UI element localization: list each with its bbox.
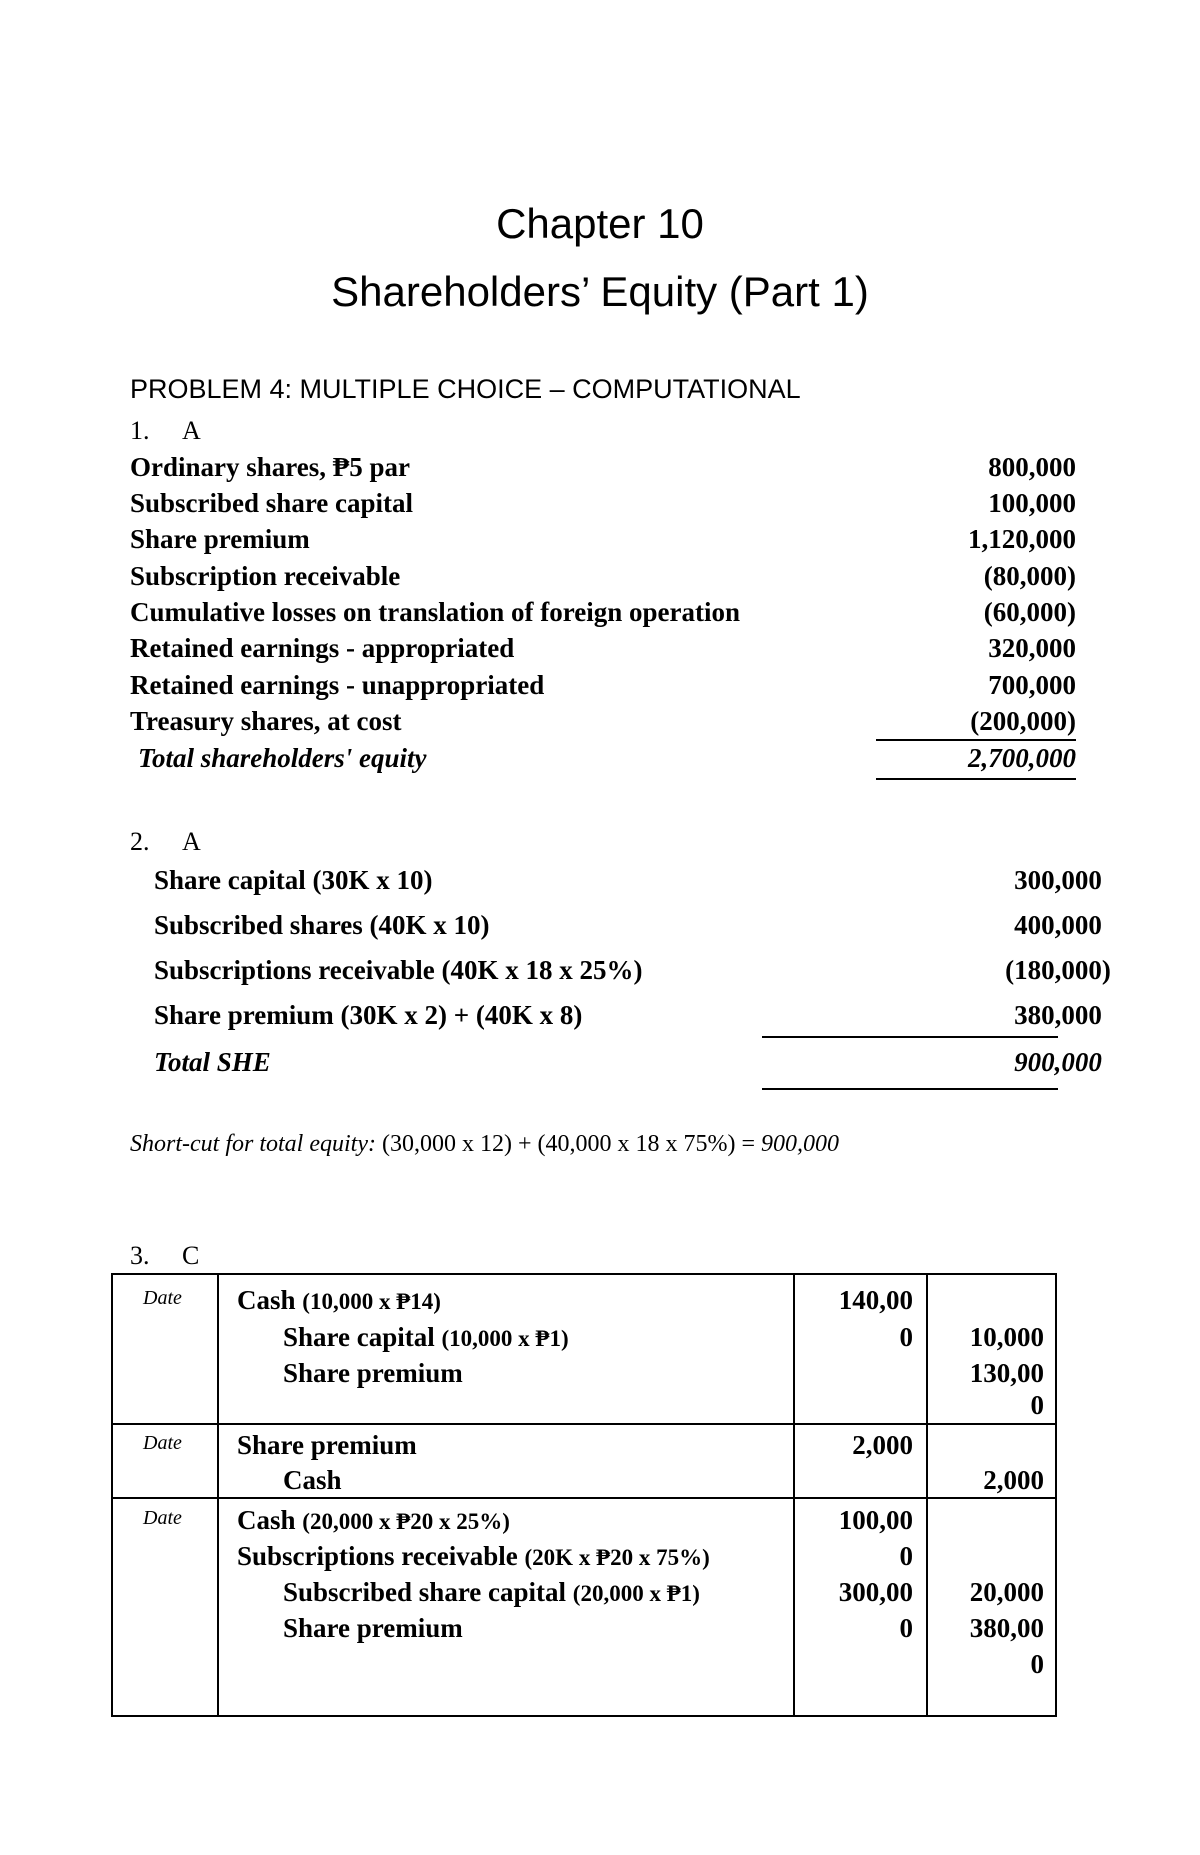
total-rule (876, 778, 1076, 780)
entry-account (283, 1322, 569, 1353)
account-detail: (10,000 x ₱1) (441, 1326, 569, 1351)
question-answer: C (182, 1241, 200, 1270)
account-name: Share premium (283, 1358, 463, 1388)
account-detail: (20K x ₱20 x 75%) (524, 1545, 710, 1570)
question-2-marker (130, 827, 201, 857)
q1-row-label: Ordinary shares, ₱5 par (130, 452, 411, 482)
question-number: 2. (130, 827, 150, 856)
credit-amount: 0 (1030, 1649, 1044, 1679)
subtotal-rule (762, 1036, 1058, 1038)
q1-row (130, 488, 1076, 524)
column-divider (217, 1275, 219, 1715)
q1-row-value: (60,000) (983, 597, 1076, 627)
q2-row-value: 300,000 (1014, 865, 1102, 895)
q1-row-label: Cumulative losses on translation of foreign operation (130, 597, 741, 627)
shortcut-note (130, 1131, 839, 1158)
q1-row-label: Share premium (130, 524, 310, 554)
q1-row (130, 706, 1076, 742)
q1-row-value: 320,000 (988, 633, 1076, 663)
question-answer: A (182, 416, 201, 445)
row-divider (113, 1423, 1055, 1425)
q1-row-label: Retained earnings - appropriated (130, 633, 515, 663)
credit-amount: 20,000 (969, 1577, 1044, 1607)
q1-row (130, 452, 1076, 488)
entry-account (283, 1577, 700, 1608)
debit-amount: 100,00 (838, 1505, 913, 1535)
credit-amount: 0 (1030, 1390, 1044, 1420)
q1-row (130, 597, 1076, 633)
debit-amount: 0 (899, 1541, 913, 1571)
debit-amount: 2,000 (852, 1430, 913, 1460)
q1-row (130, 670, 1076, 706)
chapter-subtitle: Shareholders’ Equity (Part 1) (331, 268, 869, 315)
q1-row-value: 800,000 (988, 452, 1076, 482)
entry-date: Date (143, 1287, 182, 1309)
debit-amount: 300,00 (838, 1577, 913, 1607)
problem-heading: PROBLEM 4: MULTIPLE CHOICE – COMPUTATIONAL (130, 374, 801, 404)
account-name: Share premium (237, 1430, 417, 1460)
q2-row (154, 865, 1102, 905)
q2-row (154, 910, 1102, 950)
q2-row-value: 400,000 (1014, 910, 1102, 940)
q1-row-label: Subscription receivable (130, 561, 401, 591)
q1-row-label: Subscribed share capital (130, 488, 414, 518)
journal-entries-table (111, 1273, 1057, 1717)
q2-row-label: Subscribed shares (40K x 10) (154, 910, 490, 940)
q1-row-label: Treasury shares, at cost (130, 706, 402, 736)
entry-date: Date (143, 1432, 182, 1454)
entry-account (283, 1613, 463, 1644)
q1-row (130, 524, 1076, 560)
shortcut-formula: (30,000 x 12) + (40,000 x 18 x 75%) = (375, 1131, 761, 1157)
q1-row-label: Retained earnings - unappropriated (130, 670, 545, 700)
q1-row (130, 633, 1076, 669)
debit-amount: 140,00 (838, 1285, 913, 1315)
entry-account (283, 1358, 463, 1389)
account-detail: (20,000 x ₱20 x 25%) (302, 1509, 510, 1534)
q2-row-label: Share premium (30K x 2) + (40K x 8) (154, 1000, 583, 1030)
entry-account (237, 1505, 510, 1536)
q1-total-row (130, 743, 1076, 779)
account-name: Cash (237, 1505, 296, 1535)
account-detail: (10,000 x ₱14) (302, 1289, 441, 1314)
q1-row-value: 1,120,000 (968, 524, 1076, 554)
account-name: Cash (237, 1285, 296, 1315)
shortcut-label: Short-cut for total equity: (130, 1131, 376, 1157)
q2-row (154, 1000, 1102, 1040)
account-name: Share premium (283, 1613, 463, 1643)
question-1-marker (130, 416, 201, 446)
entry-account (283, 1465, 342, 1496)
q1-row (130, 561, 1076, 597)
question-number: 3. (130, 1241, 150, 1270)
debit-amount: 0 (899, 1613, 913, 1643)
shortcut-result: 900,000 (761, 1131, 839, 1157)
question-answer: A (182, 827, 201, 856)
credit-amount: 2,000 (983, 1465, 1044, 1495)
q2-row-label: Subscriptions receivable (40K x 18 x 25%) (154, 955, 643, 985)
subtotal-rule (876, 739, 1076, 741)
q1-row-value: (80,000) (983, 561, 1076, 591)
q1-row-value: 100,000 (988, 488, 1076, 518)
total-rule (762, 1088, 1058, 1090)
q2-total-value: 900,000 (1014, 1047, 1102, 1077)
q1-total-label: Total shareholders' equity (138, 743, 427, 773)
credit-amount: 10,000 (969, 1322, 1044, 1352)
entry-date: Date (143, 1507, 182, 1529)
row-divider (113, 1497, 1055, 1499)
credit-amount: 130,00 (969, 1358, 1044, 1388)
entry-account (237, 1541, 710, 1572)
q2-row-label: Share capital (30K x 10) (154, 865, 433, 895)
entry-account (237, 1285, 441, 1316)
chapter-title: Chapter 10 (496, 200, 704, 247)
q1-row-value: 700,000 (988, 670, 1076, 700)
account-detail: (20,000 x ₱1) (572, 1581, 700, 1606)
account-name: Share capital (283, 1322, 435, 1352)
q2-row-value: 380,000 (1014, 1000, 1102, 1030)
question-3-marker (130, 1241, 199, 1271)
question-number: 1. (130, 416, 150, 445)
q2-total-row (154, 1047, 1102, 1087)
q2-row (154, 955, 1111, 995)
account-name: Subscribed share capital (283, 1577, 567, 1607)
debit-amount: 0 (899, 1322, 913, 1352)
credit-amount: 380,00 (969, 1613, 1044, 1643)
q1-row-value: (200,000) (970, 706, 1076, 736)
account-name: Cash (283, 1465, 342, 1495)
q2-total-label: Total SHE (154, 1047, 271, 1077)
account-name: Subscriptions receivable (237, 1541, 518, 1571)
q1-total-value: 2,700,000 (968, 743, 1076, 773)
entry-account (237, 1430, 417, 1461)
q2-row-value: (180,000) (1005, 955, 1111, 985)
